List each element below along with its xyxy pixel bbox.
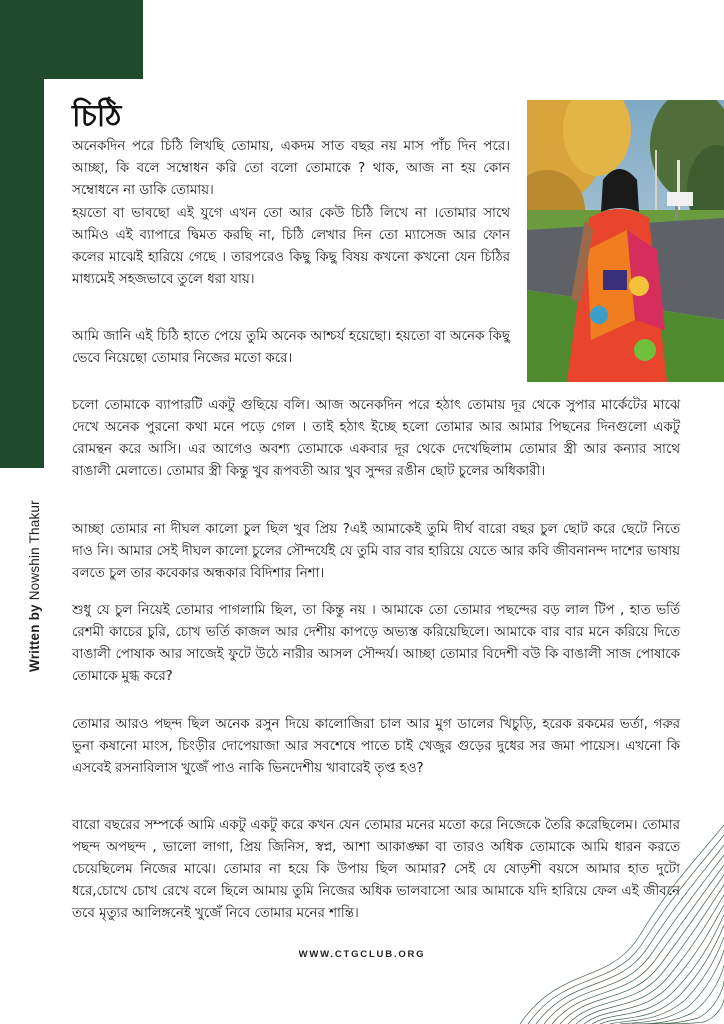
paragraph-4: চলো তোমাকে ব্যাপারটি একটু গুছিয়ে বলি। আজ অনেকদিন পরে হঠাৎ তোমায় দূর থেকে সুপার মার্কেটের মাঝে দেখে অনেক পুরনো কথা মনে পড়ে গেল । তাই হঠাৎ ইচ্ছে হলো তোমার আর আমার পিছনের দিনগুলো একটু রোমন্থন করে আসি। এর আগেও অবশ্য তোমাকে একবার দূর থেকে দেখেছিলাম তোমার স্ত্রী আর কন্যার সাথে বাঙালী মেলাতে। তোমার স্ত্রী কিন্তু খুব রূপবতী আর খুব সুন্দর রঙীন ছোট চুলের অধিকারী। <box>72 398 680 479</box>
paragraph-2: হয়তো বা ভাবছো এই যুগে এখন তো আর কেউ চিঠি লিখে না ।তোমার সাথে আমিও এই ব্যাপারে দ্বিমত করছি না, চিঠি লেখার দিন তো ম্যাসেজ আর ফোন কলের মাঝেই হারিয়ে গেছে । তারপরেও কিছু কিছু বিষয় কখনো কখনো যেন চিঠির মাধ্যমেই সহজভাবে তুলে ধরা যায়। <box>72 206 510 287</box>
paragraph-6: শুধু যে চুল নিয়েই তোমার পাগলামি ছিল, তা কিন্তু নয় । আমাকে তো তোমার পছন্দের বড় লাল টিপ , হাত ভর্তি রেশমী কাচের চুরি, চোখ ভর্তি কাজল আর দেশীয় কাপড়ে অভ্যস্ত করিয়েছিলে। আমাকে বার বার মনে করিয়ে দিতে বাঙালী পোষাক আর সাজেই ফুটে উঠে নারীর আসল সৌন্দর্য। আচ্ছা তোমার বিদেশী বউ কি বাঙালী সাজ পোষাকে তোমাকে মুগ্ধ করে? <box>72 603 680 684</box>
author-name: Nowshin Thakur <box>27 500 42 605</box>
paragraph-3: আমি জানি এই চিঠি হাতে পেয়ে তুমি অনেক আশ্চর্য হয়েছো। হয়তো বা অনেক কিছু ভেবে নিয়েছো তোমার নিজের মতো করে। <box>72 329 510 366</box>
paragraph-7: তোমার আরও পছন্দ ছিল অনেক রসুন দিয়ে কালোজিরা চাল আর মুগ ডালের খিচুড়ি, হরেক রকমের ভর্তা, গরুর ভুনা কষানো মাংস, চিংড়ীর দোপেয়াজা আর সবশেষে পাতে চাই খেজুর গুড়ের দুধের সর জমা পায়েস। এখনো কি এসবেই রসনাবিলাস খুজেঁ পাও নাকি ভিনদেশীয় খাবারেই তৃপ্ত হও? <box>72 717 680 776</box>
decorative-green-bar-left <box>0 79 44 468</box>
footer-website: WWW.CTGCLUB.ORG <box>298 949 426 960</box>
author-credit <box>27 500 42 672</box>
paragraph-5: আচ্ছা তোমার না দীঘল কালো চুল ছিল খুব প্রিয় ?এই আমাকেই তুমি দীর্ঘ বারো বছর চুল ছোট করে ছেটে নিতে দাও নি। আমার সেই দীঘল কালো চুলের সৌন্দর্যেই যে তুমি বার বার হারিয়ে যেতে আর কবি জীবনানন্দ দাশের ভাষায় বলতে চুল তার কবেকার অন্ধকার বিদিশার নিশা। <box>72 522 680 581</box>
decorative-green-bar-top <box>0 0 143 79</box>
paragraph-8: বারো বছরের সম্পর্কে আমি একটু একটু করে কখন যেন তোমার মনের মতো করে নিজেকে তৈরি করেছিলেম। তোমার পছন্দ অপছন্দ , ভালো লাগা, প্রিয় জিনিস, স্বপ্ন, আশা আকাঙ্ক্ষা বা তারও অধিক তোমাকে আমি ধারন করতে চেয়েছিলেম নিজের মাঝে। তোমার না হয়ে কি উপায় ছিল আমার? সেই যে ষোড়শী বয়সে আমার হাত দুটো ধরে,চোখে চোখ রেখে বলে ছিলে আমায় তুমি নিজের অধিক ভালবাসো আর আমাকে যদি হারিয়ে ফেল এই জীবনে তবে মৃত্যুর আলিঙ্গনেই খুজেঁ নিবে তোমার মনের শান্তি। <box>72 818 680 921</box>
page-title: চিঠি <box>72 99 122 134</box>
author-prefix: Written by <box>27 604 42 672</box>
portrait-photo <box>527 100 724 382</box>
paragraph-1: অনেকদিন পরে চিঠি লিখছি তোমায়, একদম সাত বছর নয় মাস পাঁচ দিন পরে।আচ্ছা, কি বলে সম্বোধন করি তো বলো তোমাকে ? থাক, আজ না হয় কোন সম্বোধনে না ডাকি তোমায়। <box>72 139 510 198</box>
